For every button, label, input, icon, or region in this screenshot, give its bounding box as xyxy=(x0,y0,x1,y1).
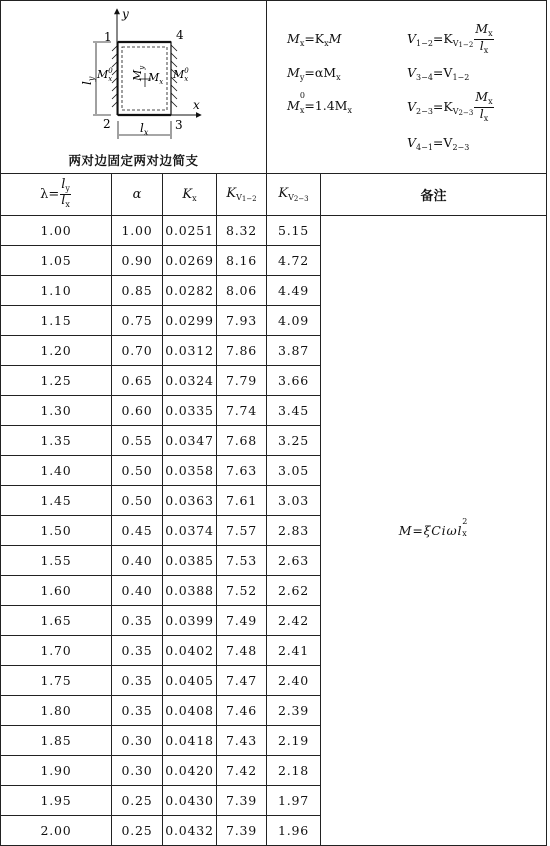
cell-alpha: 0.45 xyxy=(112,516,163,546)
cell-kx: 0.0358 xyxy=(163,456,217,486)
cell-kx: 0.0299 xyxy=(163,306,217,336)
cell-kv12: 7.46 xyxy=(217,696,267,726)
cell-kv23: 1.96 xyxy=(267,816,321,846)
cell-kv12: 7.57 xyxy=(217,516,267,546)
remark-formula: M=ξCiωl xyxy=(398,523,463,538)
lx-dimension-label: $l_x$ xyxy=(140,121,149,137)
y-axis-label: y xyxy=(122,7,129,21)
cell-kv23: 3.87 xyxy=(267,336,321,366)
cell-kv23: 2.40 xyxy=(267,666,321,696)
cell-alpha: 0.85 xyxy=(112,276,163,306)
cell-alpha: 0.35 xyxy=(112,696,163,726)
cell-alpha: 0.35 xyxy=(112,636,163,666)
remark-sub: x xyxy=(462,529,468,538)
cell-lambda: 1.20 xyxy=(1,336,112,366)
cell-kv23: 5.15 xyxy=(267,216,321,246)
cell-kv23: 4.09 xyxy=(267,306,321,336)
cell-kx: 0.0405 xyxy=(163,666,217,696)
formula-v23: $V_{2-3}=K_{V2-3}$ $\frac{M_x}{l_x}$ xyxy=(407,89,493,123)
cell-alpha: 0.50 xyxy=(112,486,163,516)
remark-sup: 2 xyxy=(462,517,469,526)
cell-alpha: 0.25 xyxy=(112,786,163,816)
cell-alpha: 0.40 xyxy=(112,546,163,576)
mx-label: $M_x$ xyxy=(148,71,164,86)
cell-lambda: 1.10 xyxy=(1,276,112,306)
cell-kv12: 7.53 xyxy=(217,546,267,576)
cell-lambda: 1.50 xyxy=(1,516,112,546)
cell-kv12: 7.79 xyxy=(217,366,267,396)
table-row xyxy=(1,216,547,246)
cell-kv12: 7.61 xyxy=(217,486,267,516)
cell-kv12: 7.86 xyxy=(217,336,267,366)
cell-alpha: 0.55 xyxy=(112,426,163,456)
col-header-alpha: α xyxy=(112,174,163,216)
cell-alpha: 0.90 xyxy=(112,246,163,276)
cell-lambda: 1.55 xyxy=(1,546,112,576)
cell-kx: 0.0347 xyxy=(163,426,217,456)
cell-kv12: 7.52 xyxy=(217,576,267,606)
mx0-right-label: $M_x0$ xyxy=(173,67,189,83)
column-header-row xyxy=(1,174,547,216)
cell-lambda: 1.40 xyxy=(1,456,112,486)
col-header-kv23: $K_{V2-3}$ xyxy=(267,174,321,216)
cell-lambda: 1.45 xyxy=(1,486,112,516)
cell-lambda: 1.15 xyxy=(1,306,112,336)
cell-kv23: 1.97 xyxy=(267,786,321,816)
cell-kx: 0.0282 xyxy=(163,276,217,306)
cell-kx: 0.0432 xyxy=(163,816,217,846)
cell-alpha: 0.35 xyxy=(112,606,163,636)
cell-kx: 0.0374 xyxy=(163,516,217,546)
cell-alpha: 0.70 xyxy=(112,336,163,366)
col-header-kv12: $K_{V1-2}$ xyxy=(217,174,267,216)
cell-kv12: 7.47 xyxy=(217,666,267,696)
cell-lambda: 1.00 xyxy=(1,216,112,246)
cell-kv23: 3.25 xyxy=(267,426,321,456)
formula-mx0: M 0 $_x=1.4M_x$ xyxy=(287,91,352,115)
cell-alpha: 0.40 xyxy=(112,576,163,606)
cell-lambda: 1.90 xyxy=(1,756,112,786)
col-header-lambda: λ= $\frac{l_y}{l_x}$ xyxy=(1,174,112,216)
cell-kv12: 7.39 xyxy=(217,816,267,846)
diagram-caption: 两对边固定两对边简支 xyxy=(68,153,199,168)
cell-kx: 0.0430 xyxy=(163,786,217,816)
cell-kv12: 7.39 xyxy=(217,786,267,816)
cell-kx: 0.0269 xyxy=(163,246,217,276)
col-header-notes: 备注 xyxy=(321,174,547,216)
cell-alpha: 0.30 xyxy=(112,726,163,756)
cell-kv12: 7.63 xyxy=(217,456,267,486)
corner-2-label: 2 xyxy=(103,117,111,131)
cell-lambda: 1.85 xyxy=(1,726,112,756)
cell-lambda: 1.35 xyxy=(1,426,112,456)
cell-lambda: 1.70 xyxy=(1,636,112,666)
cell-kv23: 2.39 xyxy=(267,696,321,726)
cell-kv23: 2.19 xyxy=(267,726,321,756)
cell-kv12: 8.06 xyxy=(217,276,267,306)
cell-kx: 0.0335 xyxy=(163,396,217,426)
cell-alpha: 0.75 xyxy=(112,306,163,336)
cell-kv23: 4.72 xyxy=(267,246,321,276)
cell-lambda: 1.80 xyxy=(1,696,112,726)
cell-kv23: 3.45 xyxy=(267,396,321,426)
cell-kx: 0.0324 xyxy=(163,366,217,396)
cell-lambda: 1.65 xyxy=(1,606,112,636)
cell-kv12: 7.93 xyxy=(217,306,267,336)
formula-mx: $M_x=K_xM$ xyxy=(287,31,342,48)
cell-kv23: 2.18 xyxy=(267,756,321,786)
cell-kx: 0.0251 xyxy=(163,216,217,246)
cell-lambda: 1.60 xyxy=(1,576,112,606)
cell-kx: 0.0363 xyxy=(163,486,217,516)
cell-alpha: 0.30 xyxy=(112,756,163,786)
cell-kx: 0.0385 xyxy=(163,546,217,576)
formula-my: $M_y=\alpha M_x$ xyxy=(287,65,341,82)
cell-kv23: 3.66 xyxy=(267,366,321,396)
table-body xyxy=(1,216,547,846)
cell-alpha: 0.25 xyxy=(112,816,163,846)
cell-lambda: 1.25 xyxy=(1,366,112,396)
x-axis-label: x xyxy=(193,98,200,112)
cell-kv23: 4.49 xyxy=(267,276,321,306)
cell-kx: 0.0408 xyxy=(163,696,217,726)
cell-lambda: 1.05 xyxy=(1,246,112,276)
corner-3-label: 3 xyxy=(175,118,183,132)
cell-kv12: 7.74 xyxy=(217,396,267,426)
cell-kx: 0.0399 xyxy=(163,606,217,636)
cell-alpha: 0.35 xyxy=(112,666,163,696)
cell-kv23: 2.83 xyxy=(267,516,321,546)
plate-diagram-cell xyxy=(1,1,267,174)
cell-kv12: 8.16 xyxy=(217,246,267,276)
cell-lambda: 1.95 xyxy=(1,786,112,816)
table-header-block xyxy=(1,1,547,174)
cell-kx: 0.0418 xyxy=(163,726,217,756)
cell-kv23: 2.41 xyxy=(267,636,321,666)
cell-kx: 0.0388 xyxy=(163,576,217,606)
cell-alpha: 1.00 xyxy=(112,216,163,246)
cell-alpha: 0.50 xyxy=(112,456,163,486)
cell-alpha: 0.65 xyxy=(112,366,163,396)
ly-dimension-label: $l_y$ xyxy=(80,76,96,85)
col-header-kx: $K_x$ xyxy=(163,174,217,216)
formula-cell xyxy=(267,1,547,174)
cell-kv23: 2.42 xyxy=(267,606,321,636)
plate-diagram xyxy=(1,1,266,173)
cell-kx: 0.0402 xyxy=(163,636,217,666)
cell-kv12: 7.49 xyxy=(217,606,267,636)
cell-kx: 0.0312 xyxy=(163,336,217,366)
mx0-left-label: $M_x0$ xyxy=(97,67,113,83)
remark-cell xyxy=(321,216,547,846)
cell-kv23: 2.62 xyxy=(267,576,321,606)
cell-lambda: 1.75 xyxy=(1,666,112,696)
formula-v34: $V_{3-4}=V_{1-2}$ xyxy=(407,65,470,82)
corner-4-label: 4 xyxy=(176,28,184,42)
formula-v41: $V_{4-1}=V_{2-3}$ xyxy=(407,135,470,152)
cell-alpha: 0.60 xyxy=(112,396,163,426)
cell-kv23: 2.63 xyxy=(267,546,321,576)
cell-lambda: 2.00 xyxy=(1,816,112,846)
cell-kv12: 7.48 xyxy=(217,636,267,666)
cell-kv12: 7.42 xyxy=(217,756,267,786)
formula-v12: $V_{1-2}=K_{V1-2}$ $\frac{M_x}{l_x}$ xyxy=(407,21,493,55)
cell-kv12: 8.32 xyxy=(217,216,267,246)
cell-kx: 0.0420 xyxy=(163,756,217,786)
corner-1-label: 1 xyxy=(104,30,112,44)
cell-kv23: 3.03 xyxy=(267,486,321,516)
cell-kv23: 3.05 xyxy=(267,456,321,486)
cell-kv12: 7.68 xyxy=(217,426,267,456)
my-label: $M_y$ xyxy=(131,65,146,81)
cell-lambda: 1.30 xyxy=(1,396,112,426)
cell-kv12: 7.43 xyxy=(217,726,267,756)
